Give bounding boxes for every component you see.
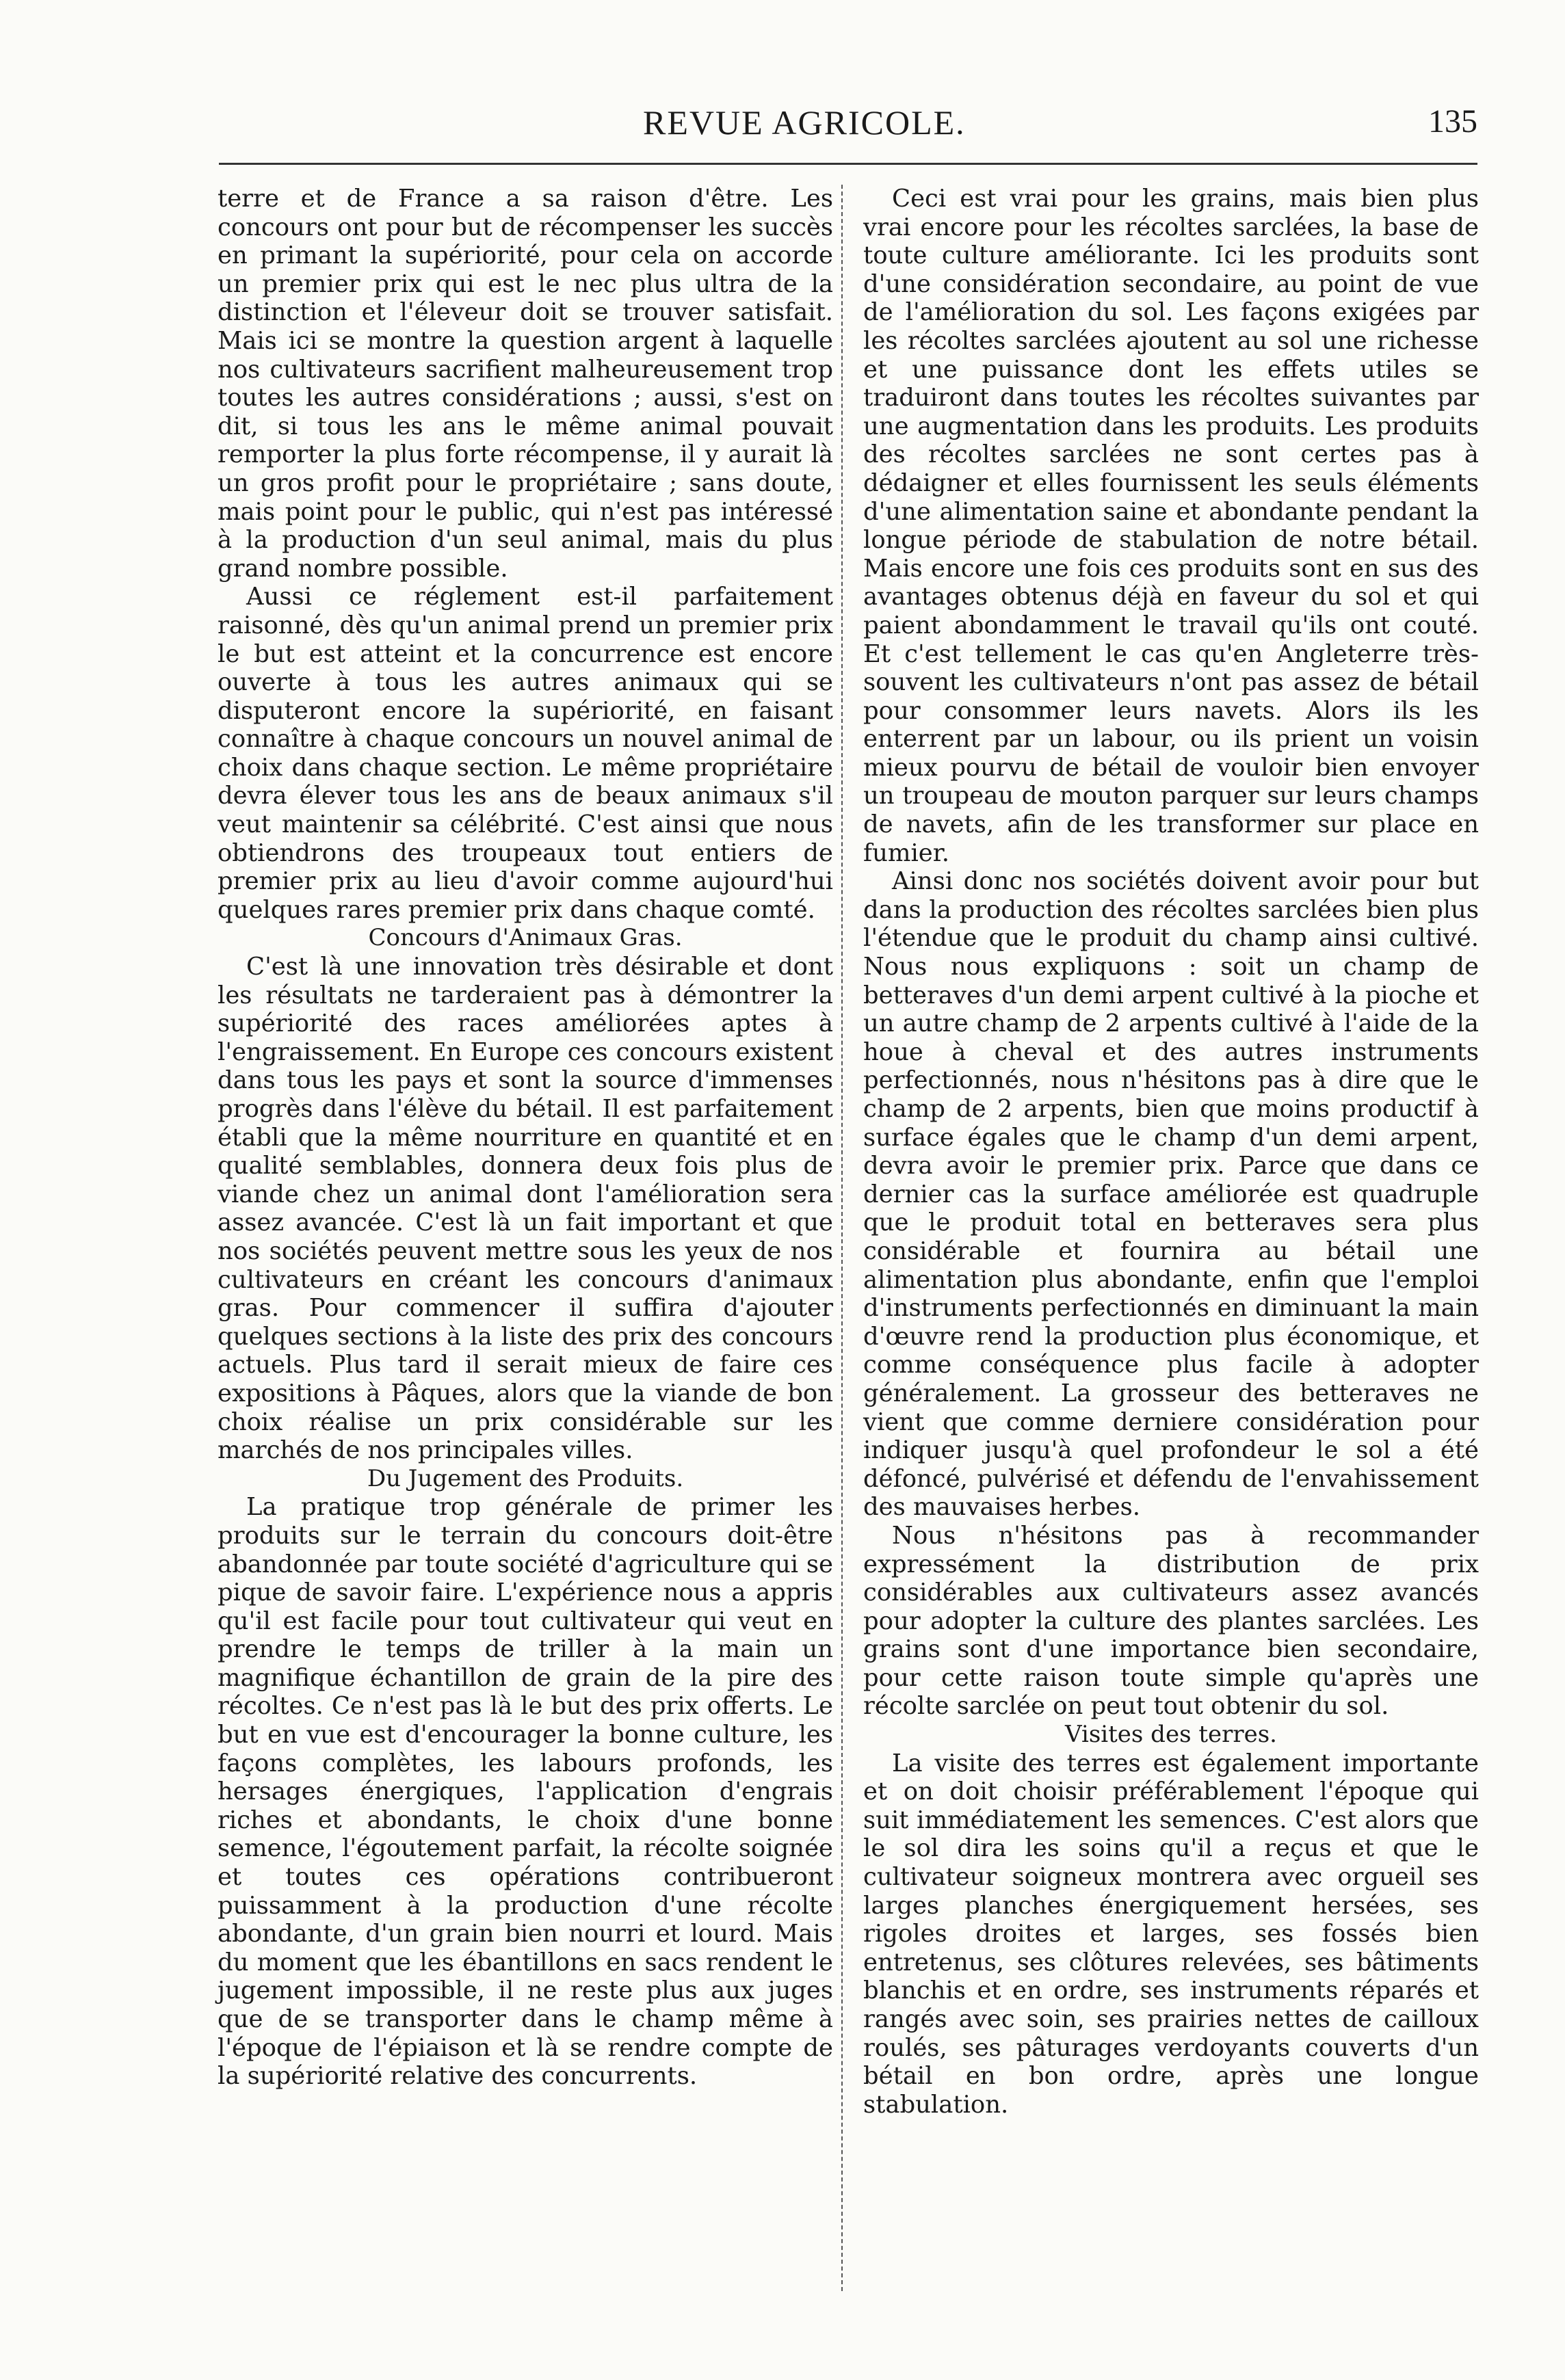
left-paragraph-1: terre et de France a sa raison d'être. Les concours ont pour but de récompenser les succès en primant la supériorité, pour cela on accorde un premier prix qui est le nec plus ultra de la distinction et l'éleveur doit se trouver satisfait. Mais ici se montre la question argent à laquelle nos cultivateurs sacrifient malheureusement trop toutes les autres considérations ; aussi, s'est on dit, si tous les ans le même animal pouvait remporter la plus forte récompense, il y aurait là un gros profit pour le propriétaire ; sans doute, mais point pour le public, qui n'est pas intéressé à la production d'un seul animal, mais du plus grand nombre possible. — [218, 185, 833, 583]
header-rule — [219, 163, 1477, 165]
section-heading-jugement-produits: Du Jugement des Produits. — [367, 1464, 684, 1492]
right-paragraph-4: La visite des terres est également importante et on doit choisir préférablement l'époque qui suit immédiatement les semences. C'est alors que le sol dira les soins qu'il a reçus et que le cultivateur soigneux montrera avec orgueil ses larges planches énergiquement hersées, ses rigoles droites et larges, ses fossés bien entretenus, ses clôtures relevées, ses bâtiments blanchis et en ordre, ses instruments réparés et rangés avec soin, ses prairies nettes de cailloux roulés, ses pâturages verdoyants couverts d'un bétail en bon ordre, après une longue stabulation. — [863, 1749, 1479, 2119]
right-paragraph-2: Ainsi donc nos sociétés doivent avoir pour but dans la production des récoltes sarclées bien plus l'étendue que le produit du champ ainsi cultivé. Nous nous expliquons : soit un champ de betteraves d'un demi arpent cultivé à la pioche et un autre champ de 2 arpents cultivé à l'aide de la houe à cheval et des autres instruments perfectionnés, nous n'hésitons pas à dire que le champ de 2 arpents, bien que moins productif à surface égales que le champ d'un demi arpent, devra avoir le premier prix. Parce que dans ce dernier cas la surface améliorée est quadruple que le produit total en betteraves sera plus considérable et fournira au bétail une alimentation plus abondante, enfin que l'emploi d'instruments perfectionnés en diminuant la main d'œuvre rend la production plus économique, et comme conséquence plus facile à adopter généralement. La grosseur des betteraves ne vient que comme derniere considération pour indiquer jusqu'à quel profondeur le sol a été défoncé, pulvérisé et défendu de l'envahissement des mauvaises herbes. — [863, 867, 1479, 1522]
section-heading-animaux-gras: Concours d'Animaux Gras. — [368, 924, 683, 952]
right-paragraph-1: Ceci est vrai pour les grains, mais bien plus vrai encore pour les récoltes sarclées, la base de toute culture améliorante. Ici les produits sont d'une considération secondaire, au point de vue de l'amélioration du sol. Les façons exigées par les récoltes sarclées ajoutent au sol une richesse et une puissance dont les effets utiles se traduiront dans toutes les récoltes suivantes par une augmentation dans les produits. Les produits des récoltes sarclées ne sont certes pas à dédaigner et elles fournissent les seuls éléments d'une alimentation saine et abondante pendant la longue période de stabulation de notre bétail. Mais encore une fois ces produits sont en sus des avantages obtenus déjà en faveur du sol et qui paient abondamment le travail qu'ils ont couté. Et c'est tellement le cas qu'en Angleterre très-souvent les cultivateurs n'ont pas assez de bétail pour consommer leurs navets. Alors ils les enterrent par un labour, ou ils prient un voisin mieux pourvu de bétail de vouloir bien envoyer un troupeau de mouton parquer sur leurs champs de navets, afin de les transformer sur place en fumier. — [863, 185, 1479, 867]
section-heading-visites-terres: Visites des terres. — [1064, 1721, 1277, 1749]
right-column — [863, 185, 1479, 2318]
journal-title: REVUE AGRICOLE. — [643, 103, 966, 142]
left-paragraph-2: Aussi ce réglement est-il parfaitement raisonné, dès qu'un animal prend un premier prix le but est atteint et la concurrence est encore ouverte à tous les autres animaux qui se disputeront encore la supériorité, en faisant connaître à chaque concours un nouvel animal de choix dans chaque section. Le même propriétaire devra élever tous les ans de beaux animaux s'il veut maintenir sa célébrité. C'est ainsi que nous obtiendrons des troupeaux tout entiers de premier prix au lieu d'avoir comme aujourd'hui quelques rares premier prix dans chaque comté. — [218, 583, 833, 924]
running-header — [205, 103, 1477, 150]
page-number: 135 — [1428, 103, 1477, 140]
right-paragraph-3: Nous n'hésitons pas à recommander expressément la distribution de prix considérables aux cultivateurs assez avancés pour adopter la culture des plantes sarclées. Les grains sont d'une importance bien secondaire, pour cette raison toute simple qu'après une récolte sarclée on peut tout obtenir du sol. — [863, 1521, 1479, 1721]
left-paragraph-3: C'est là une innovation très désirable et dont les résultats ne tarderaient pas à démontrer la supériorité des races améliorées aptes à l'engraissement. En Europe ces concours existent dans tous les pays et sont la source d'immenses progrès dans l'élève du bétail. Il est parfaitement établi que la même nourriture en quantité et en qualité semblables, donnera deux fois plus de viande chez un animal dont l'amélioration sera assez avancée. C'est là un fait important et que nos sociétés peuvent mettre sous les yeux de nos cultivateurs en créant les concours d'animaux gras. Pour commencer il suffira d'ajouter quelques sections à la liste des prix des concours actuels. Plus tard il serait mieux de faire ces expositions à Pâques, alors que la viande de bon choix réalise un prix considérable sur les marchés de nos principales villes. — [218, 953, 833, 1465]
left-paragraph-4: La pratique trop générale de primer les produits sur le terrain du concours doit-être abandonnée par toute société d'agriculture qui se pique de savoir faire. L'expérience nous a appris qu'il est facile pour tout cultivateur qui veut en prendre le temps de triller à la main un magnifique échantillon de grain de la pire des récoltes. Ce n'est pas là le but des prix offerts. Le but en vue est d'encourager la bonne culture, les façons complètes, les labours profonds, les hersages énergiques, l'application d'engrais riches et abondants, le choix d'une bonne semence, l'égoutement parfait, la récolte soignée et toutes ces opérations contribueront puissamment à la production d'une récolte abondante, d'un grain bien nourri et lourd. Mais du moment que les ébantillons en sacs rendent le jugement impossible, il ne reste plus aux juges que de se transporter dans le champ même à l'époque de l'épiaison et là se rendre compte de la supériorité relative des concurrents. — [218, 1493, 833, 2091]
left-column — [218, 185, 833, 2318]
column-divider — [841, 185, 843, 2291]
